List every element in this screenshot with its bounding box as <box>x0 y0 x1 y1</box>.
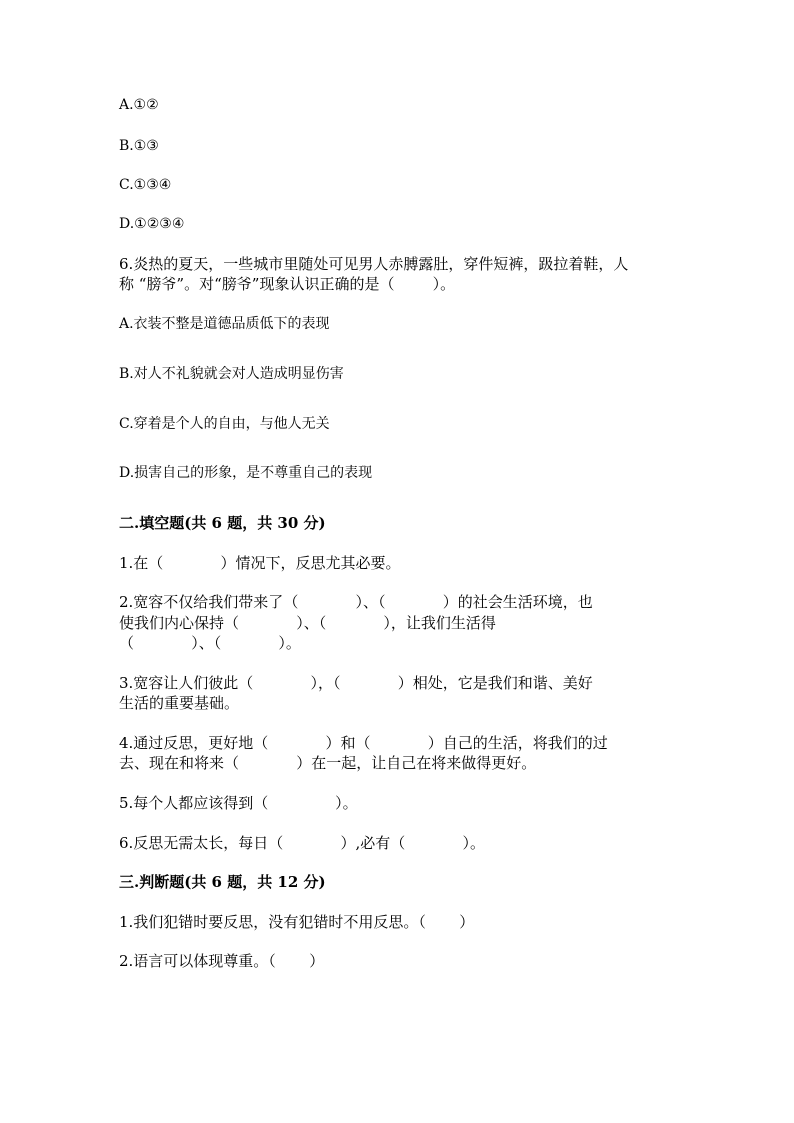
q6-option-c: C.穿着是个人的自由，与他人无关 <box>119 416 330 432</box>
section-2-title: 二.填空题(共 6 题，共 30 分) <box>119 514 326 532</box>
q6-option-a: A.衣装不整是道德品质低下的表现 <box>119 316 330 332</box>
fill-question-3-line2: 生活的重要基础。 <box>119 694 240 712</box>
prev-option-b: B.①③ <box>119 138 159 154</box>
fill-question-5: 5.每个人都应该得到（ ）。 <box>119 794 358 812</box>
judge-question-2: 2.语言可以体现尊重。（ ） <box>119 952 325 970</box>
judge-question-1: 1.我们犯错时要反思，没有犯错时不用反思。（ ） <box>119 913 475 931</box>
question-6-line2: 称 “膀爷”。对“膀爷”现象认识正确的是（ ）。 <box>119 275 456 293</box>
question-6-line1: 6.炎热的夏天，一些城市里随处可见男人赤膊露肚，穿件短裤，趿拉着鞋，人 <box>119 255 629 273</box>
prev-option-c: C.①③④ <box>119 177 172 193</box>
fill-question-3-line1: 3.宽容让人们彼此（ ），（ ）相处，它是我们和谐、美好 <box>119 674 593 692</box>
section-3-title: 三.判断题(共 6 题，共 12 分) <box>119 873 326 891</box>
q6-option-d: D.损害自己的形象，是不尊重自己的表现 <box>119 465 373 481</box>
fill-question-2-line1: 2.宽容不仅给我们带来了（ ）、（ ）的社会生活环境，也 <box>119 593 593 611</box>
prev-option-a: A.①② <box>119 97 159 113</box>
fill-question-2-line3: （ ）、（ ）。 <box>119 634 301 652</box>
q6-option-b: B.对人不礼貌就会对人造成明显伤害 <box>119 366 344 382</box>
fill-question-6: 6.反思无需太长，每日（ ）,必有（ ）。 <box>119 834 486 852</box>
fill-question-2-line2: 使我们内心保持（ ）、（ ），让我们生活得 <box>119 614 496 632</box>
fill-question-4-line1: 4.通过反思，更好地（ ）和（ ）自己的生活，将我们的过 <box>119 734 608 752</box>
fill-question-1: 1.在（ ）情况下，反思尤其必要。 <box>119 554 401 572</box>
prev-option-d: D.①②③④ <box>119 216 185 232</box>
fill-question-4-line2: 去、现在和将来（ ）在一起，让自己在将来做得更好。 <box>119 754 537 772</box>
